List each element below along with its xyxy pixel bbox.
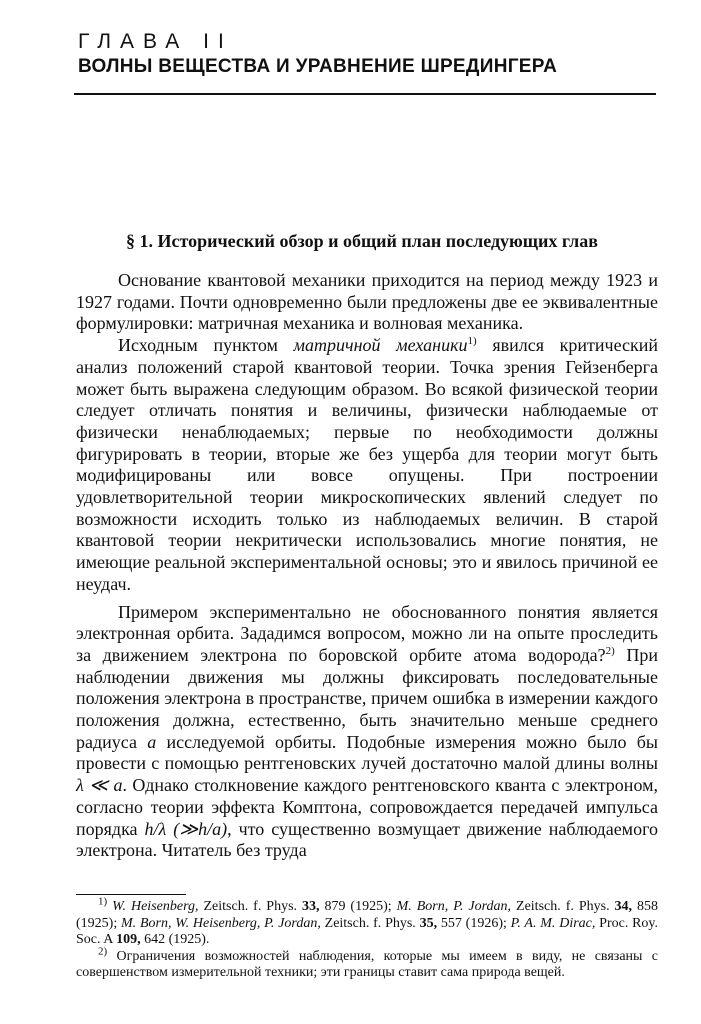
text-run: 879 (1925); [319,899,397,914]
paragraph-1: Основание квантовой механики приходится на период между 1923 и 1927 годами. Почти одновременно были предложены две ее эквивалентные формулировки: матричная механика и волновая механика. [76,270,658,334]
chapter-divider [74,93,656,95]
footnote-2 [76,945,658,982]
text-run: 858 (1925); [76,899,658,931]
math-inline: h/λ [144,818,167,839]
text-run: , что существенно возмущает движение наблюдаемого электрона. Читатель без труда [76,818,659,861]
chapter-label: ГЛАВА II [78,30,233,53]
footnote-ref-1: 1) [467,335,477,348]
footnote-marker: 1) [98,895,108,908]
volume: 109, [116,932,141,948]
text-run: явился критический анализ положений старой квантовой теории. Точка зрения Гейзенберга может быть выражена следующим образом. Во всякой физической теории следует отличать понятия и величины, физически наблюдаемые от физически ненаблюдаемых; первые по необходимости должны фигурировать в теории, вторые же без ущерба для теории могут быть модифицированы или вовсе опущены. При построении удовлетворительной теории микроскопических явлений следует по возможности исходить только из наблюдаемых величин. В старой квантовой теории некритически использовались многие понятия, не имеющие реальной экспериментальной основы; это и явилось причиной ее неудач. [76,335,659,594]
chapter-title: ВОЛНЫ ВЕЩЕСТВА И УРАВНЕНИЕ ШРЕДИНГЕРА [78,56,558,77]
math-inline: (≫h/a) [173,818,228,839]
text-run: Примером экспериментально не обоснованного понятия является электронная орбита. Зададимся вопросом, можно ли на опыте проследить за движением электрона по боровской орбите атома водорода? [76,601,658,665]
math-var: a [147,731,157,752]
footnote-ref-2: 2) [605,644,615,657]
author: P. A. M. Dirac, [510,915,596,931]
footnote-1 [76,895,659,949]
text-run: Ограничения возможностей наблюдения, которые мы имеем в виду, не связаны с совершенством измерительной техники; эти границы ставит сама природа вещей. [76,948,658,981]
volume: 34, [614,899,633,914]
footnote-marker: 2) [98,945,108,958]
paragraph-2 [76,335,658,595]
volume: 35, [419,915,438,931]
italic-term: матричной механики [293,335,468,356]
footnotes [76,895,659,982]
text-run: исследуемой орбиты. Подобные измерения можно было бы провести с помощью рентгеновских лучей достаточно малой длины волны [76,731,658,774]
author: M. Born, W. Heisenberg, P. Jordan, [121,915,321,931]
text-run: При наблюдении движения мы должны фиксировать последовательные положения электрона в пространстве, причем ошибка в измерении каждого положения должна, естественно, быть значительно меньше среднего радиуса [76,644,658,752]
text-run: Исходным пунктом [118,335,294,356]
text-run: Zeitsch. f. Phys. [511,899,615,914]
paragraph-3 [76,602,658,862]
author: W. Heisenberg, [112,899,199,914]
volume: 33, [301,899,320,914]
text-run: . Однако столкновение каждого рентгеновского кванта с электроном, согласно теории эффекта Комптона, сопровождается передачей импульса порядка [76,775,658,839]
text-run: 642 (1925). [140,932,210,948]
text-run: Zeitsch. f. Phys. [320,915,420,931]
text-run: 557 (1926); [437,915,511,931]
footnote-divider [76,894,186,895]
section-heading: § 1. Исторический обзор и общий план последующих глав [126,231,598,251]
body-text [76,270,658,862]
text-run: Zeitsch. f. Phys. [198,899,302,914]
text-run: Proc. Roy. Soc. A [76,915,659,948]
math-inline: λ ≪ a [76,775,123,796]
author: M. Born, P. Jordan, [396,899,512,914]
